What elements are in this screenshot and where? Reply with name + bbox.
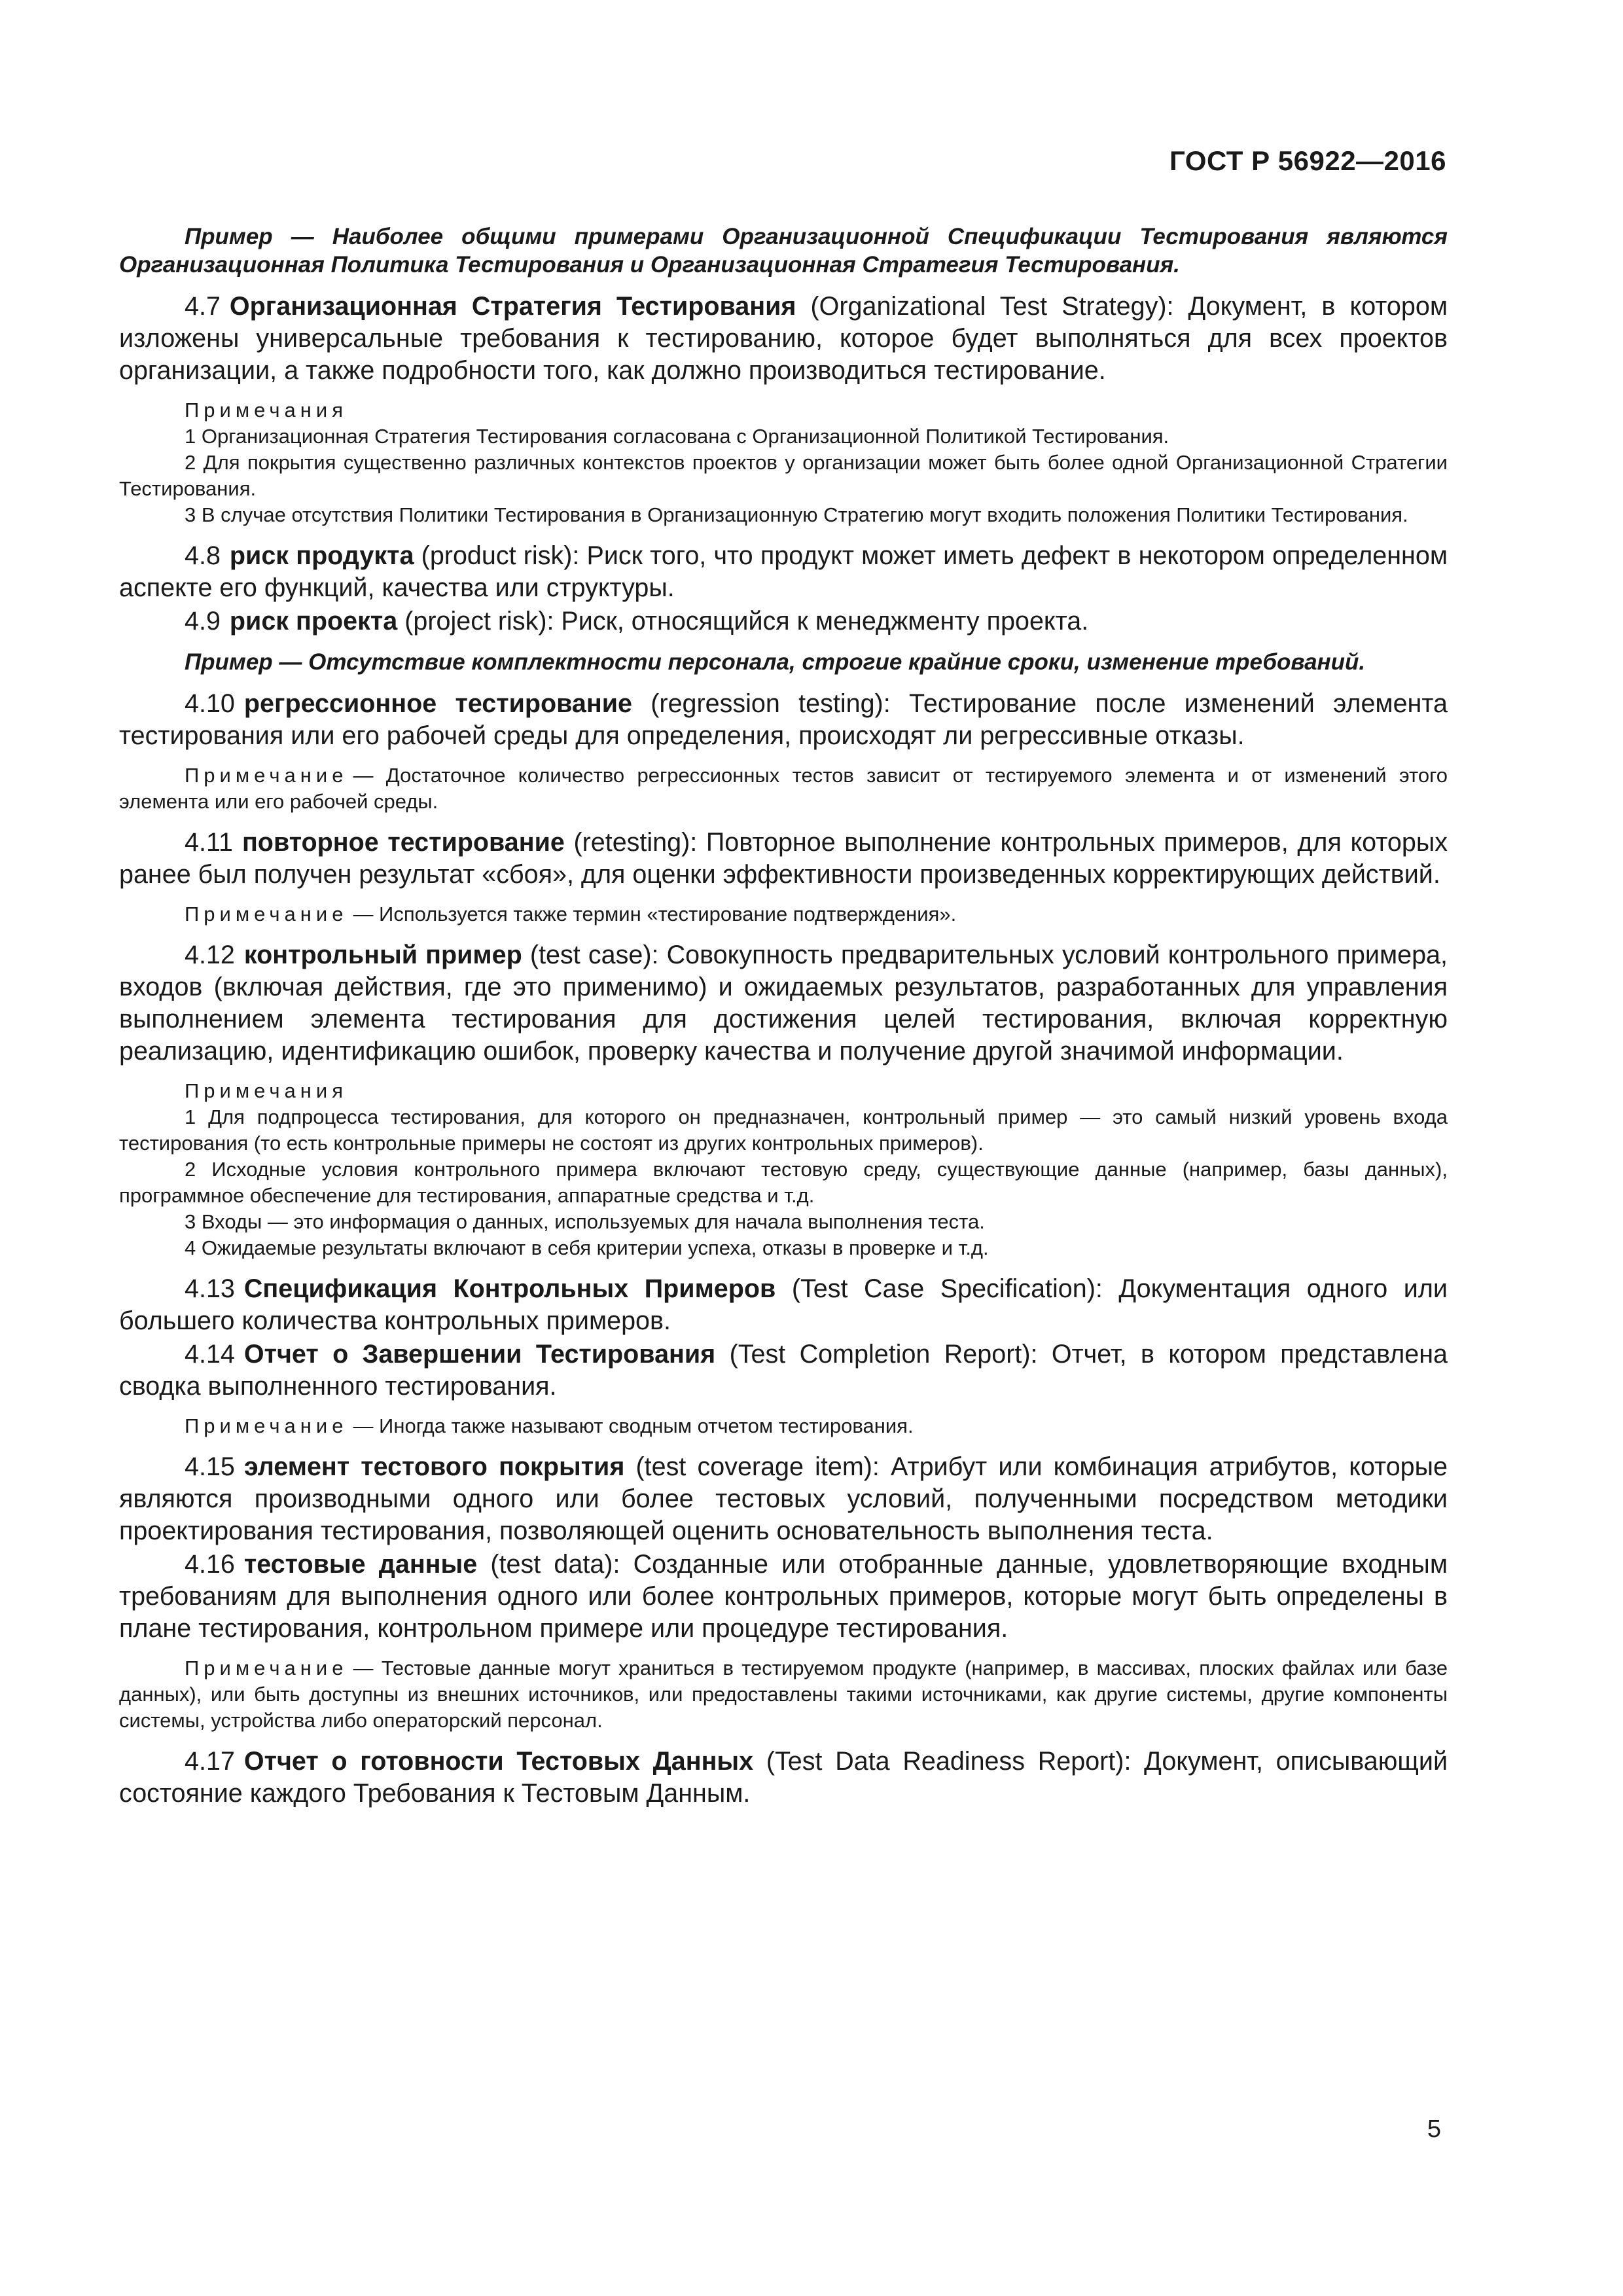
term-definition: (project risk): Риск, относящийся к менеджменту проекта.: [404, 607, 1089, 636]
term-number: 4.14: [185, 1340, 235, 1369]
term-number: 4.9: [185, 607, 221, 636]
note-text: — Используется также термин «тестирование подтверждения».: [353, 903, 957, 925]
term-definition: (test coverage item): Атрибут или комбинация атрибутов, которые являются производными одного или более тестовых условий, полученными посредством методики проектирования тестирования, позволяющей оценить основательность выполнения теста.: [119, 1452, 1448, 1545]
term-number: 4.17: [185, 1747, 235, 1776]
term-number: 4.12: [185, 941, 235, 969]
term-4-11: [119, 827, 1448, 891]
notes-4-12: [119, 1078, 1448, 1261]
notes-4-14: [119, 1413, 1448, 1439]
note-item: 4 Ожидаемые результаты включают в себя критерии успеха, отказы в проверке и т.д.: [185, 1236, 989, 1259]
note-item: 1 Организационная Стратегия Тестирования согласована с Организационной Политикой Тестирования.: [185, 425, 1169, 448]
term-4-10: [119, 688, 1448, 752]
term-definition: (Test Completion Report): Отчет, в котором представлена сводка выполненного тестирования.: [119, 1340, 1448, 1401]
term-number: 4.7: [185, 292, 221, 321]
note-text: — Иногда также называют сводным отчетом тестирования.: [353, 1414, 914, 1437]
term-name: Организационная Стратегия Тестирования: [229, 292, 796, 321]
term-definition: (Organizational Test Strategy): Документ, в котором изложены универсальные требования к тестированию, которое будет выполняться для всех проектов организации, а также подробности того, как должно производиться тестирование.: [119, 292, 1448, 385]
term-definition: (Test Case Specification): Документация одного или большего количества контрольных примеров.: [119, 1274, 1448, 1335]
term-name: элемент тестового покрытия: [243, 1452, 625, 1481]
notes-4-10: [119, 762, 1448, 815]
term-number: 4.15: [185, 1452, 235, 1481]
term-number: 4.13: [185, 1274, 235, 1303]
term-name: Отчет о Завершении Тестирования: [243, 1340, 716, 1369]
page-content: [119, 223, 1448, 1820]
term-definition: (product risk): Риск того, что продукт может иметь дефект в некотором определенном аспекте его функций, качества или структуры.: [119, 541, 1448, 602]
term-definition: (regression testing): Тестирование после изменений элемента тестирования или его рабочей среды для определения, происходят ли регрессивные отказы.: [119, 689, 1448, 750]
notes-4-16: [119, 1655, 1448, 1734]
term-name: риск проекта: [229, 607, 398, 636]
note-item: 3 В случае отсутствия Политики Тестирования в Организационную Стратегию могут входить положения Политики Тестирования.: [185, 503, 1408, 526]
note-item: [119, 1413, 1448, 1439]
term-4-16: [119, 1549, 1448, 1645]
note-text: — Тестовые данные могут храниться в тестируемом продукте (например, в массивах, плоских файлах или базе данных), или быть доступны из внешних источников, или предоставлены такими источниками, как другие системы, другие компоненты системы, устройства либо операторский персонал.: [119, 1657, 1448, 1732]
term-4-12: [119, 939, 1448, 1067]
term-4-13: [119, 1273, 1448, 1337]
term-4-8: [119, 540, 1448, 604]
term-4-17: [119, 1746, 1448, 1810]
note-label: Примечание: [185, 903, 348, 925]
term-4-9: [119, 605, 1448, 637]
note-item: 2 Для покрытия существенно различных контекстов проектов у организации может быть более одной Организационной Стратегии Тестирования.: [119, 451, 1448, 500]
term-definition: (Test Data Readiness Report): Документ, описывающий состояние каждого Требования к Тестовым Данным.: [119, 1747, 1448, 1808]
page-number: 5: [1427, 2115, 1441, 2143]
note-item: [119, 762, 1448, 815]
term-name: контрольный пример: [243, 941, 522, 969]
example-4-9: Пример — Отсутствие комплектности персонала, строгие крайние сроки, изменение требований.: [185, 649, 1366, 675]
term-name: повторное тестирование: [241, 828, 565, 857]
term-number: 4.8: [185, 541, 221, 570]
note-item: [119, 1655, 1448, 1734]
term-definition: (retesting): Повторное выполнение контрольных примеров, для которых ранее был получен результат «сбоя», для оценки эффективности произведенных корректирующих действий.: [119, 828, 1448, 889]
term-name: Отчет о готовности Тестовых Данных: [243, 1747, 754, 1776]
term-name: Спецификация Контрольных Примеров: [243, 1274, 776, 1303]
standard-id: ГОСТ Р 56922—2016: [1169, 145, 1446, 176]
term-4-15: [119, 1451, 1448, 1547]
term-number: 4.10: [185, 689, 235, 718]
note-item: 1 Для подпроцесса тестирования, для которого он предназначен, контрольный пример — это самый низкий уровень входа тестирования (то есть контрольные примеры не состоят из других контрольных примеров).: [119, 1105, 1448, 1155]
note-label: Примечание: [185, 1657, 348, 1679]
note-label: Примечание: [185, 1414, 348, 1437]
note-item: 3 Входы — это информация о данных, используемых для начала выполнения теста.: [185, 1210, 985, 1233]
notes-title: Примечания: [185, 1079, 348, 1102]
notes-4-7: [119, 397, 1448, 528]
notes-title: Примечания: [185, 399, 348, 422]
term-name: тестовые данные: [243, 1550, 478, 1579]
term-4-14: [119, 1338, 1448, 1403]
term-4-7: [119, 291, 1448, 387]
term-definition: (test data): Созданные или отобранные данные, удовлетворяющие входным требованиям для выполнения одного или более контрольных примеров, которые могут быть определены в плане тестирования, контрольном примере или процедуре тестирования.: [119, 1550, 1448, 1643]
term-number: 4.11: [185, 828, 233, 857]
note-item: [119, 901, 1448, 927]
note-text: — Достаточное количество регрессионных тестов зависит от тестируемого элемента и от изменений этого элемента или его рабочей среды.: [119, 764, 1448, 813]
notes-4-11: [119, 901, 1448, 927]
term-name: регрессионное тестирование: [243, 689, 632, 718]
note-label: Примечание: [185, 764, 348, 787]
term-definition: (test case): Совокупность предварительных условий контрольного примера, входов (включая действия, где это применимо) и ожидаемых результатов, разработанных для управления выполнением элемента тестирования для достижения целей тестирования, включая корректную реализацию, идентификацию ошибок, проверку качества и получение другой значимой информации.: [119, 941, 1448, 1066]
term-name: риск продукта: [229, 541, 414, 570]
term-number: 4.16: [185, 1550, 235, 1579]
example-top: Пример — Наиболее общими примерами Организационной Спецификации Тестирования являются Организационная Политика Тестирования и Организационная Стратегия Тестирования.: [119, 224, 1448, 278]
note-item: 2 Исходные условия контрольного примера включают тестовую среду, существующие данные (например, базы данных), программное обеспечение для тестирования, аппаратные средства и т.д.: [119, 1158, 1448, 1207]
